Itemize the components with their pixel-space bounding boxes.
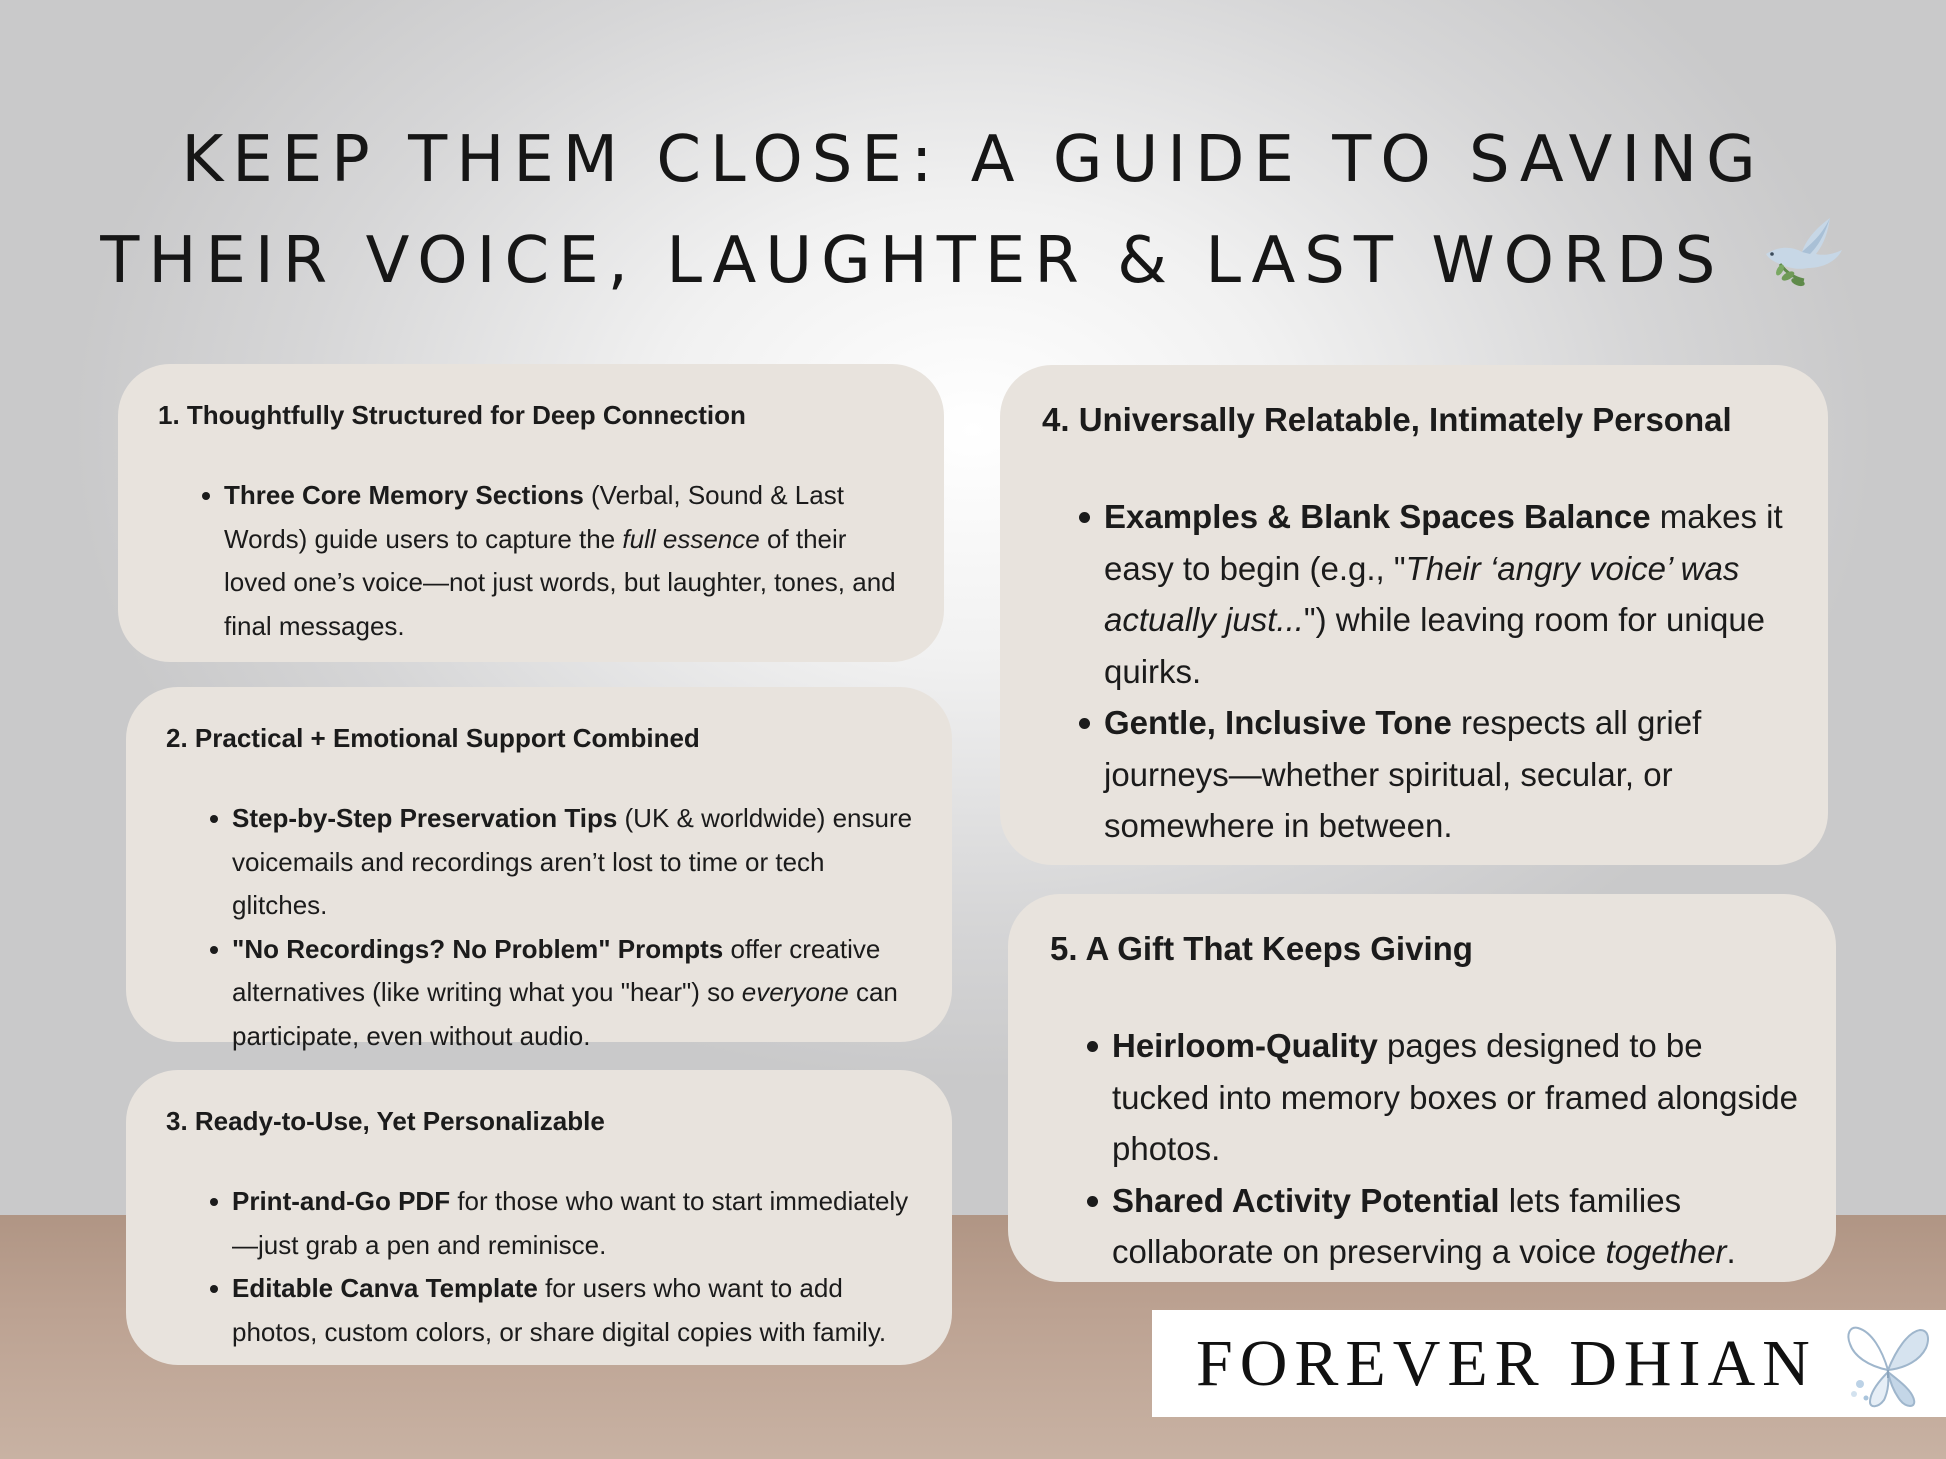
title-line-2 bbox=[0, 210, 1946, 311]
item-text: can participate, even without audio. bbox=[232, 977, 898, 1051]
item-text: (Verbal, Sound & Last Words) guide users to capture the bbox=[224, 480, 844, 554]
bullet-list bbox=[1050, 1020, 1800, 1278]
bullet-list bbox=[166, 797, 916, 1058]
list-item bbox=[232, 797, 916, 928]
dove-icon bbox=[1758, 210, 1846, 290]
item-bold: Shared Activity Potential bbox=[1112, 1181, 1500, 1219]
bullet-list bbox=[166, 1180, 916, 1354]
card-heading: 1. Thoughtfully Structured for Deep Connection bbox=[158, 400, 746, 430]
list-item bbox=[224, 474, 908, 648]
list-item bbox=[1104, 697, 1792, 852]
item-bold: Examples & Blank Spaces Balance bbox=[1104, 498, 1651, 535]
item-text: offer creative alternatives (like writing what you "hear") so bbox=[232, 933, 881, 1007]
list-item bbox=[1112, 1175, 1800, 1278]
card-heading: 2. Practical + Emotional Support Combined bbox=[166, 723, 700, 753]
bullet-list bbox=[158, 474, 908, 648]
item-bold: Editable Canva Template bbox=[232, 1273, 538, 1303]
item-text: ") while leaving room for unique quirks. bbox=[1104, 601, 1766, 690]
list-item bbox=[232, 1267, 916, 1354]
card-relatable bbox=[1000, 365, 1828, 865]
item-text: lets families collaborate on preserving a voice bbox=[1112, 1181, 1682, 1270]
item-text: for users who want to add photos, custom colors, or share digital copies with family. bbox=[232, 1273, 887, 1347]
bullet-list bbox=[1042, 491, 1792, 852]
card-heading: 3. Ready-to-Use, Yet Personalizable bbox=[166, 1106, 605, 1136]
item-italic: Their ‘angry voice’ was actually just... bbox=[1104, 549, 1740, 638]
list-item bbox=[232, 928, 916, 1059]
card-support bbox=[126, 687, 952, 1051]
item-bold: Three Core Memory Sections bbox=[224, 480, 584, 510]
item-bold: Gentle, Inclusive Tone bbox=[1104, 704, 1452, 741]
card-ready-to-use bbox=[126, 1070, 952, 1365]
butterfly-icon bbox=[1842, 1320, 1932, 1412]
item-italic: everyone bbox=[741, 977, 849, 1007]
item-italic: full essence bbox=[622, 523, 760, 554]
card-heading: 4. Universally Relatable, Intimately Personal bbox=[1042, 401, 1732, 438]
item-text: . bbox=[1726, 1233, 1736, 1270]
item-text: pages designed to be tucked into memory boxes or framed alongside photos. bbox=[1112, 1027, 1799, 1167]
card-gift bbox=[1008, 894, 1836, 1282]
list-item bbox=[1104, 491, 1792, 697]
title-line-2-text: THEIR VOICE, LAUGHTER & LAST WORDS bbox=[100, 224, 1725, 298]
item-text: of their loved one’s voice—not just words, but laughter, tones, and final messages. bbox=[224, 523, 896, 641]
list-item bbox=[232, 1180, 916, 1267]
item-text: (UK & worldwide) ensure voicemails and recordings aren’t lost to time or tech glitches. bbox=[232, 803, 913, 920]
item-bold: Step-by-Step Preservation Tips bbox=[232, 803, 618, 833]
item-text: respects all grief journeys—whether spiritual, secular, or somewhere in between. bbox=[1104, 704, 1702, 844]
card-heading: 5. A Gift That Keeps Giving bbox=[1050, 930, 1473, 967]
item-bold: "No Recordings? No Problem" Prompts bbox=[232, 933, 724, 964]
card-structure bbox=[118, 364, 944, 662]
item-text: for those who want to start immediately—just grab a pen and reminisce. bbox=[232, 1186, 909, 1260]
item-text: makes it easy to begin (e.g., " bbox=[1104, 498, 1783, 587]
item-italic: together bbox=[1605, 1233, 1727, 1270]
list-item bbox=[1112, 1020, 1800, 1175]
item-bold: Heirloom-Quality bbox=[1112, 1027, 1378, 1064]
brand-logo bbox=[1152, 1310, 1946, 1417]
title-line-1: KEEP THEM CLOSE: A GUIDE TO SAVING bbox=[181, 123, 1765, 197]
brand-name: FOREVER DHIAN bbox=[1196, 1327, 1817, 1400]
page-title bbox=[0, 110, 1946, 311]
item-bold: Print-and-Go PDF bbox=[232, 1186, 451, 1216]
